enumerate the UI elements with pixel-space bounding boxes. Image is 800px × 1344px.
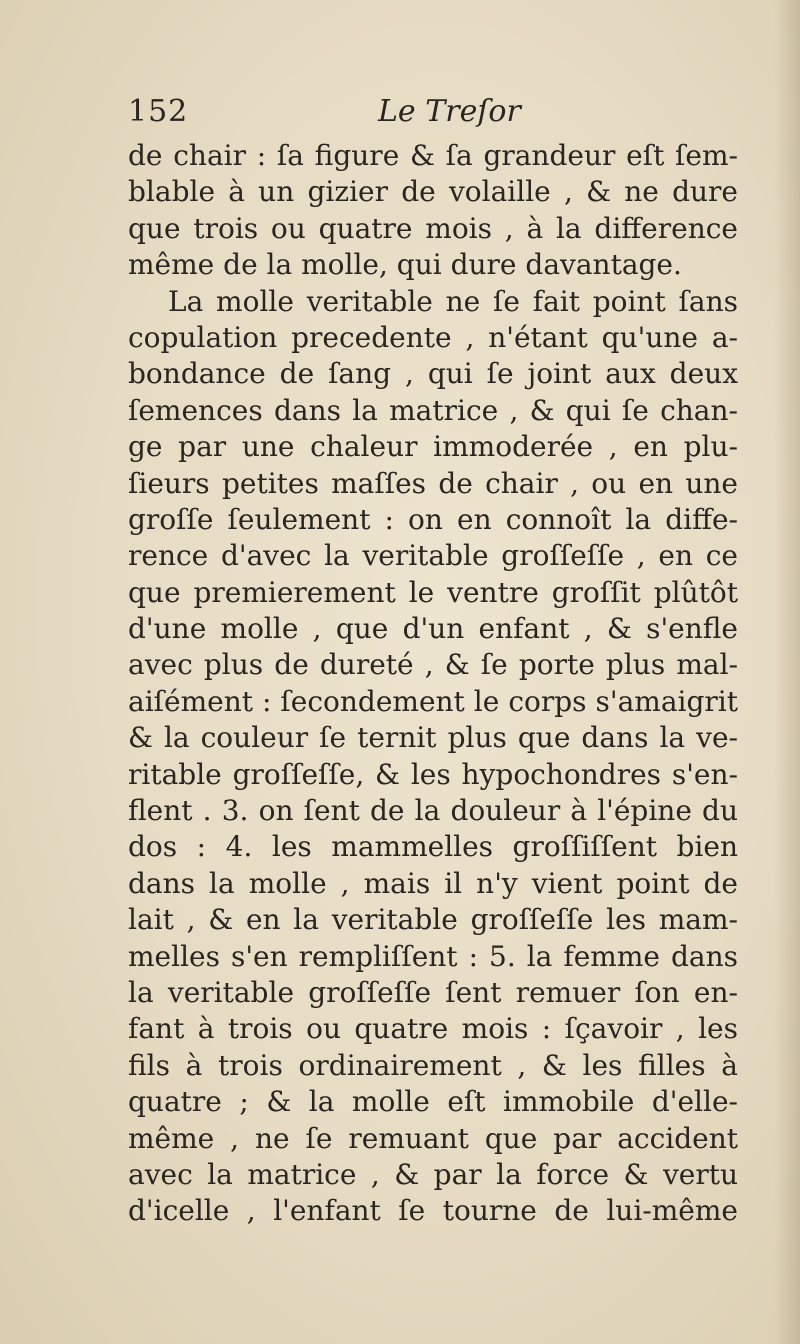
page-number: 152 xyxy=(128,94,189,129)
text-line: que premierement le ventre groſſit plûtôt xyxy=(128,575,738,609)
text-line: & la couleur ſe ternit plus que dans la ve- xyxy=(128,721,738,755)
text-line: la veritable groſſeſſe ſent remuer ſon en- xyxy=(128,975,738,1009)
text-line: groſſe ſeulement : on en connoît la diffe- xyxy=(128,502,738,536)
text-line: copulation precedente , n'étant qu'une a- xyxy=(128,320,738,354)
text-line: d'une molle , que d'un enfant , & s'enfle xyxy=(128,612,738,646)
paragraph-start-line: La molle veritable ne ſe fait point ſans xyxy=(168,284,738,318)
text-line: flent . 3. on ſent de la douleur à l'épine du xyxy=(128,794,738,828)
running-head xyxy=(128,94,738,134)
text-line: ritable groſſeſſe, & les hypochondres s'en- xyxy=(128,757,738,791)
text-line: aiſément : ſecondement le corps s'amaigrit xyxy=(128,684,738,718)
text-line: même , ne ſe remuant que par accident xyxy=(128,1121,738,1155)
text-line: fant à trois ou quatre mois : ſçavoir , les xyxy=(128,1012,738,1046)
text-line: bondance de ſang , qui ſe joint aux deux xyxy=(128,357,738,391)
text-line: blable à un gizier de volaille , & ne dure xyxy=(128,175,738,209)
text-line: dos : 4. les mammelles groſſiſſent bien xyxy=(128,830,738,864)
text-line: avec plus de dureté , & ſe porte plus mal- xyxy=(128,648,738,682)
text-line: avec la matrice , & par la force & vertu xyxy=(128,1157,738,1191)
text-line: ſieurs petites maſſes de chair , ou en une xyxy=(128,466,738,500)
text-line: rence d'avec la veritable groſſeſſe , en ce xyxy=(128,539,738,573)
text-line: dans la molle , mais il n'y vient point de xyxy=(128,866,738,900)
text-line: même de la molle, qui dure davantage. xyxy=(128,248,682,282)
running-title: Le Treſor xyxy=(378,94,521,129)
text-line: melles s'en rempliſſent : 5. la femme dans xyxy=(128,939,738,973)
text-line: ge par une chaleur immoderée , en plu- xyxy=(128,430,738,464)
text-line: que trois ou quatre mois , à la difference xyxy=(128,211,738,245)
text-line: lait , & en la veritable groſſeſſe les mam- xyxy=(128,903,738,937)
body-text xyxy=(128,138,738,1230)
text-line: fils à trois ordinairement , & les filles à xyxy=(128,1048,738,1082)
text-line: d'icelle , l'enfant ſe tourne de lui-même xyxy=(128,1194,738,1228)
text-line: ſemences dans la matrice , & qui ſe chan- xyxy=(128,393,738,427)
text-line: quatre ; & la molle eſt immobile d'elle- xyxy=(128,1085,738,1119)
text-line: de chair : ſa figure & ſa grandeur eſt ſem- xyxy=(128,139,738,172)
